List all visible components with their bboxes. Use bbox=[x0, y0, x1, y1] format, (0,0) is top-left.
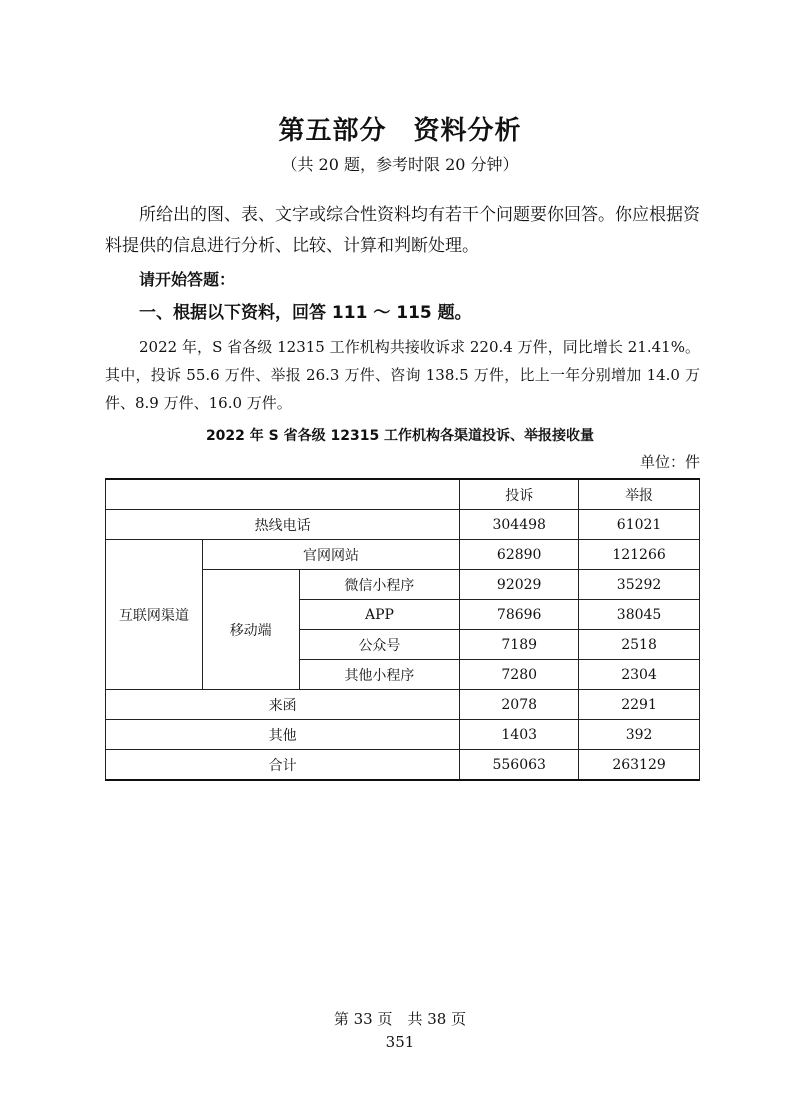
start-label: 请开始答题： bbox=[139, 270, 236, 289]
reports-value: 2304 bbox=[579, 660, 700, 690]
table-total-row bbox=[106, 750, 700, 781]
row-label: 官网网站 bbox=[202, 540, 459, 570]
complaints-value: 92029 bbox=[460, 570, 579, 600]
reports-value: 38045 bbox=[579, 600, 700, 630]
reports-value: 263129 bbox=[579, 750, 700, 781]
instructions-text: 所给出的图、表、文字或综合性资料均有若干个问题要你回答。你应根据资料提供的信息进行分析、比较、计算和判断处理。 bbox=[105, 205, 700, 256]
table-row bbox=[106, 510, 700, 540]
row-label: 微信小程序 bbox=[299, 570, 460, 600]
row-label: 热线电话 bbox=[106, 510, 460, 540]
row-label: 来函 bbox=[106, 690, 460, 720]
reports-value: 61021 bbox=[579, 510, 700, 540]
reports-value: 2518 bbox=[579, 630, 700, 660]
row-label: 其他 bbox=[106, 720, 460, 750]
complaints-value: 1403 bbox=[460, 720, 579, 750]
page-subtitle: （共 20 题，参考时限 20 分钟） bbox=[281, 155, 519, 174]
complaints-value: 556063 bbox=[460, 750, 579, 781]
reports-value: 2291 bbox=[579, 690, 700, 720]
row-label: APP bbox=[299, 600, 460, 630]
page-number: 351 bbox=[385, 1033, 415, 1051]
table-row bbox=[106, 690, 700, 720]
row-label: 公众号 bbox=[299, 630, 460, 660]
reports-value: 121266 bbox=[579, 540, 700, 570]
header-cell-complaints: 投诉 bbox=[460, 479, 579, 510]
complaints-value: 78696 bbox=[460, 600, 579, 630]
table-unit: 单位：件 bbox=[639, 453, 700, 471]
page-info: 第 33 页 共 38 页 bbox=[333, 1010, 467, 1028]
complaints-value: 7280 bbox=[460, 660, 579, 690]
table-row bbox=[106, 720, 700, 750]
table-title: 2022 年 S 省各级 12315 工作机构各渠道投诉、举报接收量 bbox=[205, 428, 595, 444]
material-paragraph: 2022 年，S 省各级 12315 工作机构共接收诉求 220.4 万件，同比增长 21.41%。其中，投诉 55.6 万件、举报 26.3 万件、咨询 138.5 万件，比上一年分别增加 14.0 万件、8.9 万件、16.0 万件。 bbox=[105, 338, 700, 412]
section-heading: 一、根据以下资料，回答 111 ～ 115 题。 bbox=[139, 303, 472, 323]
reports-value: 392 bbox=[579, 720, 700, 750]
complaints-value: 2078 bbox=[460, 690, 579, 720]
row-label: 其他小程序 bbox=[299, 660, 460, 690]
complaints-value: 62890 bbox=[460, 540, 579, 570]
table-header-row bbox=[106, 479, 700, 510]
reports-value: 35292 bbox=[579, 570, 700, 600]
mobile-channel-label: 移动端 bbox=[202, 570, 299, 690]
data-table bbox=[105, 478, 700, 781]
table-row bbox=[106, 540, 700, 570]
page-title: 第五部分 资料分析 bbox=[278, 116, 522, 146]
header-cell-reports: 举报 bbox=[579, 479, 700, 510]
internet-channel-label: 互联网渠道 bbox=[106, 540, 203, 690]
row-label: 合计 bbox=[106, 750, 460, 781]
header-cell-empty bbox=[106, 479, 460, 510]
complaints-value: 7189 bbox=[460, 630, 579, 660]
complaints-value: 304498 bbox=[460, 510, 579, 540]
